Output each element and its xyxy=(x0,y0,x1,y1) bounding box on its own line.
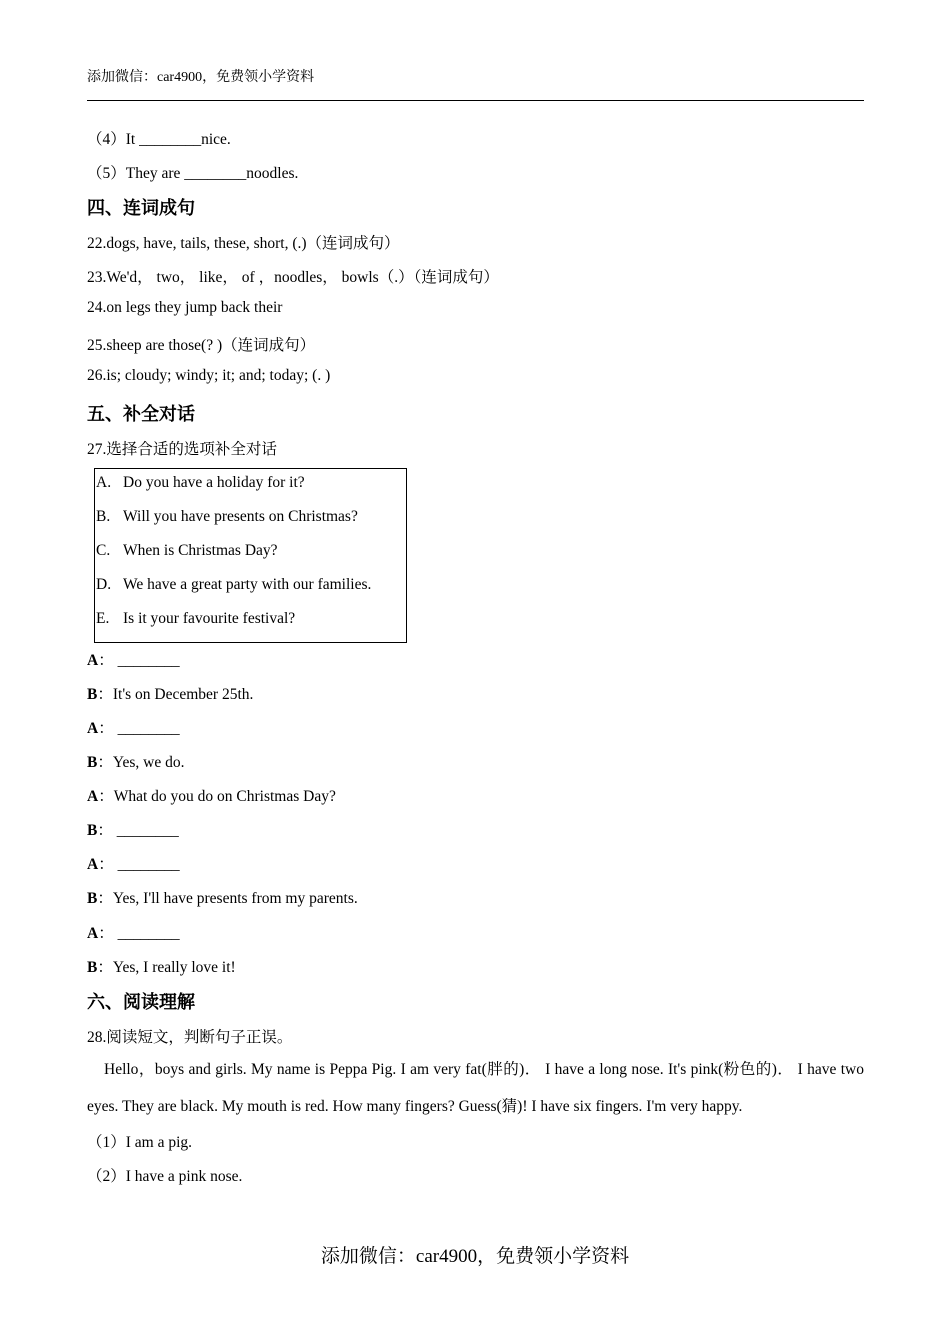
option-d xyxy=(96,576,371,594)
dialogue-speaker: B xyxy=(87,686,98,703)
reading-passage: Hello，boys and girls. My name is Peppa Pig. I am very fat(胖的)． I have a long nose. It's pink(粉色的)． I have two eyes. They are black. My mouth is red. How many fingers? Guess(猜)! I have six fingers. I'm very happy. xyxy=(87,1061,864,1115)
option-b xyxy=(96,508,358,526)
dialogue-separator: ： xyxy=(97,686,113,703)
option-e xyxy=(96,610,295,628)
option-text: Will you have presents on Christmas? xyxy=(123,508,358,525)
dialogue-separator: ： xyxy=(97,754,113,771)
dialogue-text: Yes, I really love it! xyxy=(112,959,236,976)
dialogue-speaker: A xyxy=(87,788,99,805)
dialogue-separator: ： xyxy=(98,925,114,942)
fill-item-4: （4）It ________nice. xyxy=(87,131,231,148)
dialogue-text: ________ xyxy=(112,822,179,839)
dialogue-speaker: B xyxy=(87,754,98,771)
question-22: 22.dogs, have, tails, these, short, (.)（连词成句） xyxy=(87,235,400,252)
dialogue-line xyxy=(87,716,180,738)
dialogue-speaker: A xyxy=(87,720,99,737)
dialogue-line xyxy=(87,648,180,670)
section-4-title: 四、连词成句 xyxy=(87,198,195,219)
dialogue-speaker: A xyxy=(87,652,99,669)
dialogue-text: ________ xyxy=(113,925,180,942)
question-25: 25.sheep are those(? )（连词成句） xyxy=(87,337,316,354)
option-letter: B. xyxy=(96,508,111,525)
dialogue-speaker: B xyxy=(87,890,98,907)
dialogue-text: Yes, I'll have presents from my parents. xyxy=(112,890,358,907)
option-letter: C. xyxy=(96,542,111,559)
dialogue-line xyxy=(87,921,180,943)
dialogue-line xyxy=(87,818,179,840)
option-letter: A. xyxy=(96,474,112,491)
dialogue-speaker: B xyxy=(87,822,98,839)
dialogue-line xyxy=(87,852,180,874)
option-text: Do you have a holiday for it? xyxy=(123,474,305,491)
dialogue-separator: ： xyxy=(98,788,114,805)
dialogue-text: ________ xyxy=(113,720,180,737)
question-24: 24.on legs they jump back their xyxy=(87,299,283,316)
dialogue-separator: ： xyxy=(97,890,113,907)
question-28: 28.阅读短文，判断句子正误。 xyxy=(87,1029,293,1046)
option-c xyxy=(96,542,278,560)
statement-1: （1）I am a pig. xyxy=(87,1134,193,1151)
dialogue-speaker: A xyxy=(87,856,99,873)
dialogue-line xyxy=(87,750,185,772)
page-footer: 添加微信：car4900，免费领小学资料 xyxy=(320,1246,630,1267)
dialogue-line xyxy=(87,886,358,908)
option-letter: D. xyxy=(96,576,112,593)
section-6-title: 六、阅读理解 xyxy=(87,992,195,1013)
question-26: 26.is; cloudy; windy; it; and; today; (. ) xyxy=(87,367,331,384)
option-a xyxy=(96,474,305,492)
fill-item-5: （5）They are ________noodles. xyxy=(87,165,299,182)
question-23: 23.We'd， two， like， of ，noodles， bowls（.）（连词成句） xyxy=(87,269,499,286)
dialogue-line xyxy=(87,955,236,977)
dialogue-text: ________ xyxy=(113,856,180,873)
dialogue-line xyxy=(87,784,336,806)
option-text: Is it your favourite festival? xyxy=(123,610,296,627)
dialogue-separator: ： xyxy=(98,856,114,873)
dialogue-separator: ： xyxy=(98,720,114,737)
page-header: 添加微信：car4900，免费领小学资料 xyxy=(87,70,315,85)
question-27: 27.选择合适的选项补全对话 xyxy=(87,441,277,458)
header-divider xyxy=(87,100,864,101)
dialogue-text: Yes, we do. xyxy=(112,754,185,771)
option-letter: E. xyxy=(96,610,110,627)
dialogue-line xyxy=(87,682,253,704)
statement-2: （2）I have a pink nose. xyxy=(87,1168,243,1185)
dialogue-speaker: A xyxy=(87,925,99,942)
dialogue-speaker: B xyxy=(87,959,98,976)
dialogue-text: ________ xyxy=(113,652,180,669)
dialogue-text: It's on December 25th. xyxy=(112,686,254,703)
dialogue-separator: ： xyxy=(98,652,114,669)
option-text: We have a great party with our families. xyxy=(123,576,372,593)
option-text: When is Christmas Day? xyxy=(123,542,278,559)
section-5-title: 五、补全对话 xyxy=(87,404,195,425)
dialogue-separator: ： xyxy=(97,822,113,839)
dialogue-text: What do you do on Christmas Day? xyxy=(113,788,336,805)
dialogue-separator: ： xyxy=(97,959,113,976)
